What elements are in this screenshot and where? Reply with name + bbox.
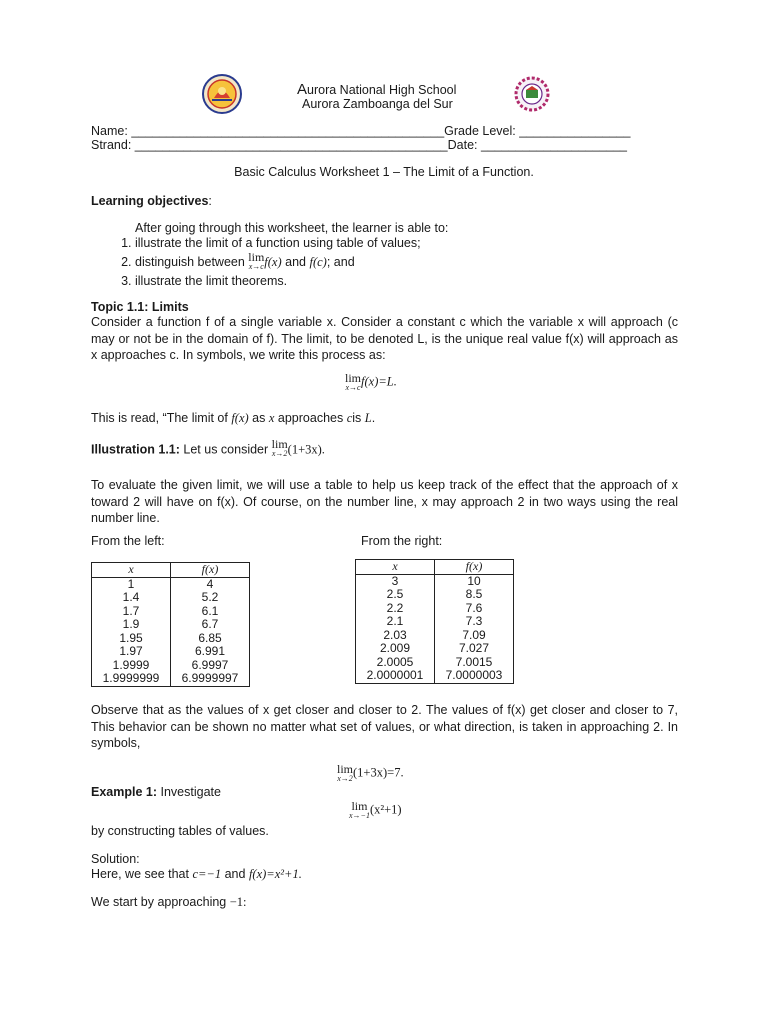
col-x-header: x [356, 560, 435, 575]
cell-fx: 7.0000003 [435, 669, 514, 683]
school-address: Aurora Zamboanga del Sur [302, 97, 453, 111]
col-fx-header: f(x) [435, 560, 514, 575]
read-as: as [252, 411, 266, 425]
cell-x: 1.95 [92, 632, 171, 646]
solution-label: Solution: [91, 852, 140, 866]
col-x-header: x [92, 563, 171, 578]
date-label: Date: [447, 138, 478, 152]
strand-line [91, 138, 627, 152]
school-name [297, 81, 456, 98]
cell-x: 2.1 [356, 615, 435, 629]
topic-heading [91, 300, 189, 314]
read-c: c [346, 411, 353, 425]
example-line [91, 785, 221, 799]
date-field[interactable]: _____________________ [481, 138, 628, 152]
cell-x: 2.0005 [356, 656, 435, 670]
lim-word: lim [337, 762, 354, 776]
read-approaches: approaches [277, 411, 344, 425]
cell-fx: 4 [171, 577, 250, 591]
solution-pre: Here, we see that [91, 867, 189, 881]
cell-fx: 7.0015 [435, 656, 514, 670]
name-label: Name: [91, 124, 128, 138]
solution-line [91, 867, 302, 882]
illustration-heading: Illustration 1.1: [91, 442, 180, 457]
from-left-label: From the left: [91, 534, 165, 548]
table-row [356, 602, 514, 616]
cell-x: 2.0000001 [356, 669, 435, 683]
table-row [356, 642, 514, 656]
example-after: by constructing tables of values. [91, 824, 269, 838]
col-fx-header: f(x) [171, 563, 250, 578]
objective-item-2 [135, 251, 673, 273]
cell-fx: 7.3 [435, 615, 514, 629]
strand-label: Strand: [91, 138, 132, 152]
read-fx: f(x) [231, 411, 249, 425]
lim-subscript: x→−1 [349, 811, 370, 820]
example-expr: (x²+1) [369, 802, 402, 817]
objective-item-3 [135, 273, 673, 289]
lim-subscript: x→2 [271, 449, 288, 458]
solution-f-eq: f(x)=x²+1. [248, 867, 302, 881]
objective-1-text: illustrate the limit of a function using table of values; [135, 236, 421, 250]
table-row [356, 615, 514, 629]
example-lim [349, 800, 370, 820]
solution-and: and [224, 867, 246, 881]
illustration-line [91, 437, 325, 458]
illustration-expr: (1+3x). [287, 442, 325, 457]
school-seal-logo [514, 76, 550, 112]
read-L: L [364, 411, 372, 425]
name-field[interactable]: _____________________________________________ [131, 124, 445, 138]
cell-x: 1.7 [92, 605, 171, 619]
illustration-paragraph: To evaluate the given limit, we will use a table to help us keep track of the effect that the approach of x toward 2 will have on f(x). Of course, on the number line, x may approach 2 in two ways using the real number line. [91, 478, 678, 525]
solution-c-eq: c=−1 [192, 867, 222, 881]
illustration-lim [272, 438, 288, 458]
read-pre: This is read, “The limit of [91, 411, 228, 425]
limit-definition-equation [345, 372, 397, 392]
cell-x: 1.4 [92, 591, 171, 605]
lim-word: lim [248, 250, 265, 265]
topic-paragraph: Consider a function f of a single variable x. Consider a constant c which the variable x will approach (c may or not be in the domain of f). The limit, to be denoted L, is the unique real value f(x) will approach as x approaches c. In symbols, we write this process as: [91, 315, 678, 362]
worksheet-title: Basic Calculus Worksheet 1 – The Limit of a Function. [234, 165, 534, 179]
read-is: is [352, 411, 362, 425]
right-values-table [355, 559, 514, 684]
example-equation [349, 800, 402, 820]
cell-x: 2.5 [356, 588, 435, 602]
cell-x: 3 [356, 574, 435, 588]
objective-2-lim [248, 251, 264, 271]
grade-level-field[interactable]: ________________ [519, 124, 631, 138]
cell-x: 1.97 [92, 645, 171, 659]
table-row [356, 629, 514, 643]
objectives-intro: After going through this worksheet, the learner is able to: [135, 221, 449, 235]
eq-lim [345, 372, 361, 392]
table-row [92, 591, 250, 605]
lim-word: lim [351, 799, 368, 813]
lim-subscript: x→c [345, 383, 361, 392]
cell-fx: 6.7 [171, 618, 250, 632]
lim-word: lim [271, 437, 288, 451]
table-row [356, 669, 514, 683]
table-row [356, 588, 514, 602]
cell-x: 1 [92, 577, 171, 591]
left-values-table [91, 562, 250, 687]
table-row [92, 632, 250, 646]
cell-fx: 7.09 [435, 629, 514, 643]
solution-start [91, 895, 247, 910]
school-name-initial: A [297, 81, 308, 98]
illustration-text: Let us consider [183, 442, 269, 457]
cell-fx: 10 [435, 574, 514, 588]
read-sentence [91, 411, 375, 426]
objective-2-pre: distinguish between [135, 255, 245, 269]
strand-field[interactable]: _____________________________________________ [134, 138, 448, 152]
objectives-list [113, 235, 673, 289]
grade-level-label: Grade Level: [444, 124, 516, 138]
read-end: . [371, 411, 376, 425]
cell-fx: 6.991 [171, 645, 250, 659]
cell-fx: 7.6 [435, 602, 514, 616]
topic-heading-num: Topic 1.1 [91, 300, 145, 314]
cell-fx: 5.2 [171, 591, 250, 605]
example-heading: Example 1: [91, 785, 158, 799]
solution-start-pre: We start by approaching [91, 895, 227, 909]
table-row [92, 645, 250, 659]
read-x: x [268, 411, 275, 425]
objective-2-fc: f(c) [309, 255, 327, 269]
table-row [92, 618, 250, 632]
observe-lim [337, 763, 353, 783]
name-line [91, 124, 630, 138]
objective-3-text: illustrate the limit theorems. [135, 274, 288, 288]
objective-2-post: ; and [326, 255, 355, 269]
objective-item-1 [135, 235, 673, 251]
cell-fx: 7.027 [435, 642, 514, 656]
eq-body: f(x)=L. [361, 374, 397, 389]
observe-equation [337, 763, 404, 783]
solution-start-val: −1: [229, 895, 247, 909]
table-header-row [356, 560, 514, 575]
observe-paragraph: Observe that as the values of x get closer and closer to 2. The values of f(x) get closer and closer to 7, This behavior can be shown no matter what set of values, or what direction, is taken in approaching 2. In symbols, [91, 703, 678, 750]
table-row [92, 605, 250, 619]
school-name-rest: urora National High School [307, 83, 457, 97]
table-row [356, 574, 514, 588]
table-row [92, 672, 250, 686]
cell-x: 1.9999 [92, 659, 171, 673]
cell-fx: 6.9997 [171, 659, 250, 673]
topic-heading-rest: : Limits [144, 300, 189, 314]
example-text: Investigate [160, 785, 221, 799]
cell-x: 2.009 [356, 642, 435, 656]
lim-word: lim [345, 371, 362, 385]
lim-subscript: x→c [248, 262, 264, 272]
table-header-row [92, 563, 250, 578]
table-row [92, 577, 250, 591]
cell-fx: 6.85 [171, 632, 250, 646]
from-right-label: From the right: [361, 534, 443, 548]
deped-seal-logo [202, 74, 242, 114]
table-row [92, 659, 250, 673]
cell-fx: 6.1 [171, 605, 250, 619]
cell-x: 2.03 [356, 629, 435, 643]
cell-x: 1.9 [92, 618, 171, 632]
table-row [356, 656, 514, 670]
objectives-heading: Learning objectives: [91, 194, 212, 208]
objective-2-and: and [285, 255, 306, 269]
lim-subscript: x→2 [337, 774, 353, 783]
cell-fx: 8.5 [435, 588, 514, 602]
cell-x: 1.9999999 [92, 672, 171, 686]
cell-fx: 6.9999997 [171, 672, 250, 686]
cell-x: 2.2 [356, 602, 435, 616]
objective-2-fx: f(x) [264, 255, 282, 269]
observe-expr: (1+3x)=7. [353, 765, 404, 780]
objectives-heading-text: Learning objectives [91, 194, 209, 208]
